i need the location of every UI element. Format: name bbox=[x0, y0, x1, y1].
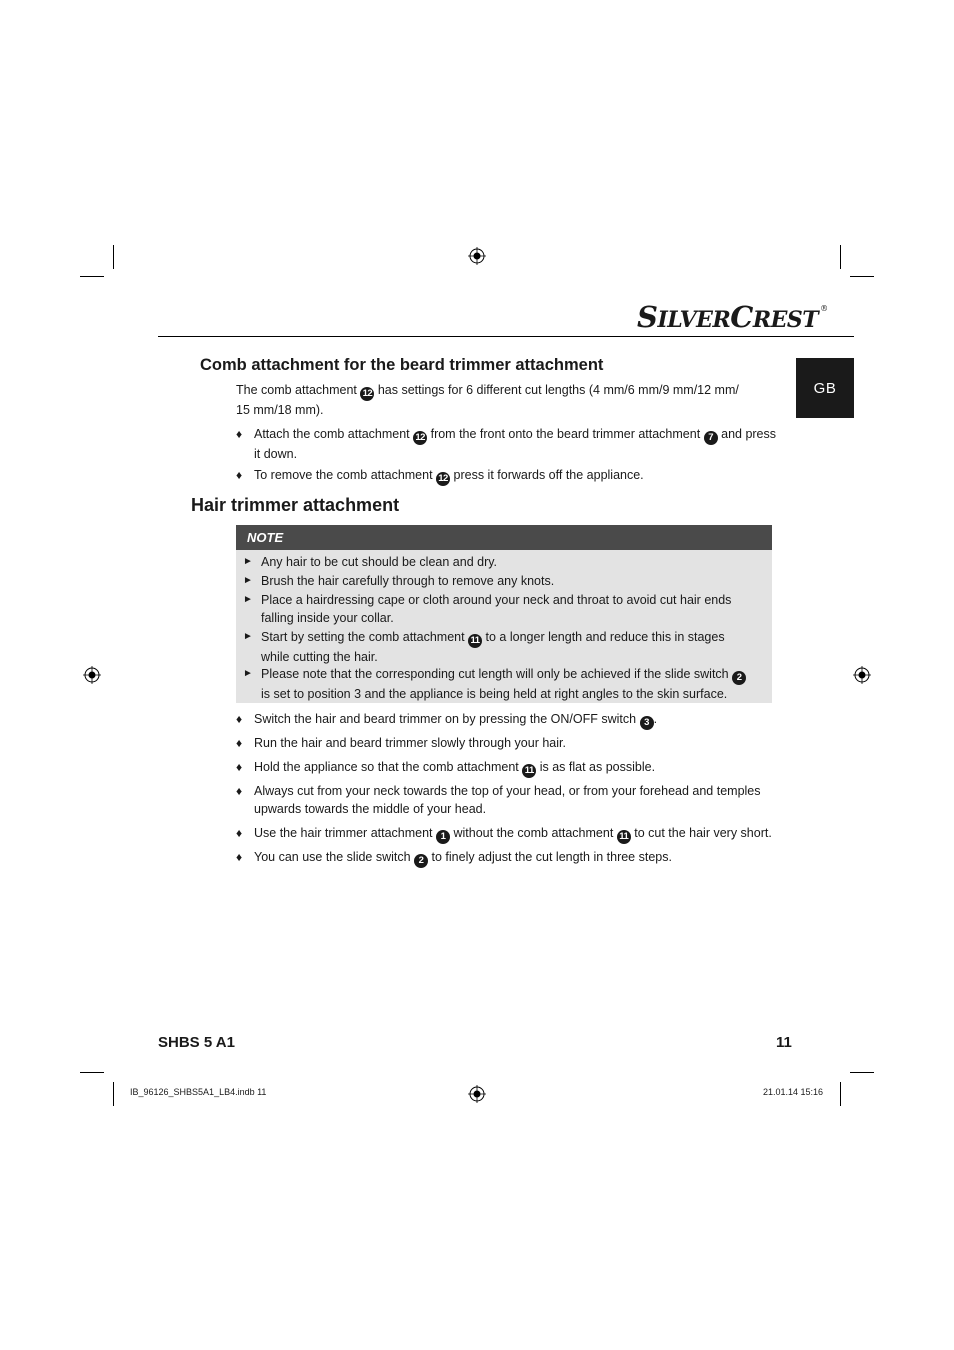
section-heading-comb: Comb attachment for the beard trimmer attachment bbox=[200, 356, 604, 374]
note-box bbox=[236, 525, 772, 703]
list-item: ♦ You can use the slide switch 2 to finely adjust the cut length in three steps. bbox=[236, 850, 672, 866]
crop-mark bbox=[840, 1082, 841, 1106]
crop-mark bbox=[840, 245, 841, 269]
arrow-icon: ► bbox=[243, 594, 253, 605]
bullet-icon: ♦ bbox=[236, 427, 243, 441]
registration-mark-icon bbox=[468, 1085, 486, 1103]
crop-mark bbox=[80, 1072, 104, 1073]
header-rule bbox=[158, 336, 854, 337]
part-number-badge: 11 bbox=[522, 764, 536, 778]
print-slug-date: 21.01.14 15:16 bbox=[763, 1087, 824, 1097]
part-number-badge: 11 bbox=[617, 830, 631, 844]
crop-mark bbox=[850, 276, 874, 277]
part-number-badge: 1 bbox=[436, 830, 450, 844]
part-number-badge: 11 bbox=[468, 634, 482, 648]
part-number-badge: 7 bbox=[704, 431, 718, 445]
bullet-icon: ♦ bbox=[236, 736, 243, 750]
bullet-icon: ♦ bbox=[236, 826, 243, 840]
registration-mark-icon bbox=[853, 666, 871, 684]
comb-intro: The comb attachment 12 has settings for 6 different cut lengths (4 mm/6 mm/9 mm/12 mm/ 15 mm/18 mm). bbox=[236, 383, 739, 417]
part-number-badge: 2 bbox=[414, 854, 428, 868]
bullet-icon: ♦ bbox=[236, 784, 243, 798]
crop-mark bbox=[80, 276, 104, 277]
note-item: ► Please note that the corresponding cut length will only be achieved if the slide switch 2 is set to position 3 and the appliance is being held at right angles to the skin surface. bbox=[243, 665, 753, 703]
list-item: ♦ Run the hair and beard trimmer slowly through your hair. bbox=[236, 736, 566, 750]
brand-logo: SILVERCREST ® bbox=[637, 300, 828, 334]
crop-mark bbox=[850, 1072, 874, 1073]
page-number: 11 bbox=[776, 1034, 792, 1051]
list-item: ♦ Always cut from your neck towards the top of your head, or from your forehead and temples upwards towards the middle of your head. bbox=[236, 784, 761, 816]
list-item: ♦ To remove the comb attachment 12 press it forwards off the appliance. bbox=[236, 468, 644, 484]
language-tab: GB bbox=[796, 358, 854, 418]
part-number-badge: 2 bbox=[732, 671, 746, 685]
note-item: ► Brush the hair carefully through to remove any knots. bbox=[243, 574, 555, 588]
section-heading-hair: Hair trimmer attachment bbox=[191, 495, 400, 515]
print-slug-file: IB_96126_SHBS5A1_LB4.indb 11 bbox=[130, 1087, 267, 1097]
model-number: SHBS 5 A1 bbox=[158, 1034, 235, 1051]
arrow-icon: ► bbox=[243, 631, 253, 642]
crop-mark bbox=[113, 1082, 114, 1106]
bullet-icon: ♦ bbox=[236, 850, 243, 864]
note-item: ► Start by setting the comb attachment 11 to a longer length and reduce this in stages while cutting the hair. bbox=[243, 630, 725, 664]
arrow-icon: ► bbox=[243, 556, 253, 567]
list-item: ♦ Use the hair trimmer attachment 1 without the comb attachment 11 to cut the hair very short. bbox=[236, 826, 772, 842]
part-number-badge: 12 bbox=[436, 472, 450, 486]
bullet-icon: ♦ bbox=[236, 468, 243, 482]
part-number-badge: 3 bbox=[640, 716, 654, 730]
registration-mark-icon bbox=[468, 247, 486, 265]
part-number-badge: 12 bbox=[413, 431, 427, 445]
list-item: ♦ Switch the hair and beard trimmer on by pressing the ON/OFF switch 3 . bbox=[236, 712, 658, 728]
arrow-icon: ► bbox=[243, 575, 253, 586]
bullet-icon: ♦ bbox=[236, 712, 243, 726]
bullet-icon: ♦ bbox=[236, 760, 243, 774]
registration-mark-icon bbox=[83, 666, 101, 684]
crop-mark bbox=[113, 245, 114, 269]
note-item: ► Any hair to be cut should be clean and dry. bbox=[243, 555, 498, 569]
part-number-badge: 12 bbox=[360, 387, 374, 401]
note-title: NOTE bbox=[236, 525, 772, 550]
arrow-icon: ► bbox=[243, 668, 253, 679]
note-item: ► Place a hairdressing cape or cloth around your neck and throat to avoid cut hair ends falling inside your collar. bbox=[243, 593, 732, 625]
list-item: ♦ Attach the comb attachment 12 from the front onto the beard trimmer attachment 7 and press it down. bbox=[236, 427, 777, 461]
list-item: ♦ Hold the appliance so that the comb attachment 11 is as flat as possible. bbox=[236, 760, 656, 776]
